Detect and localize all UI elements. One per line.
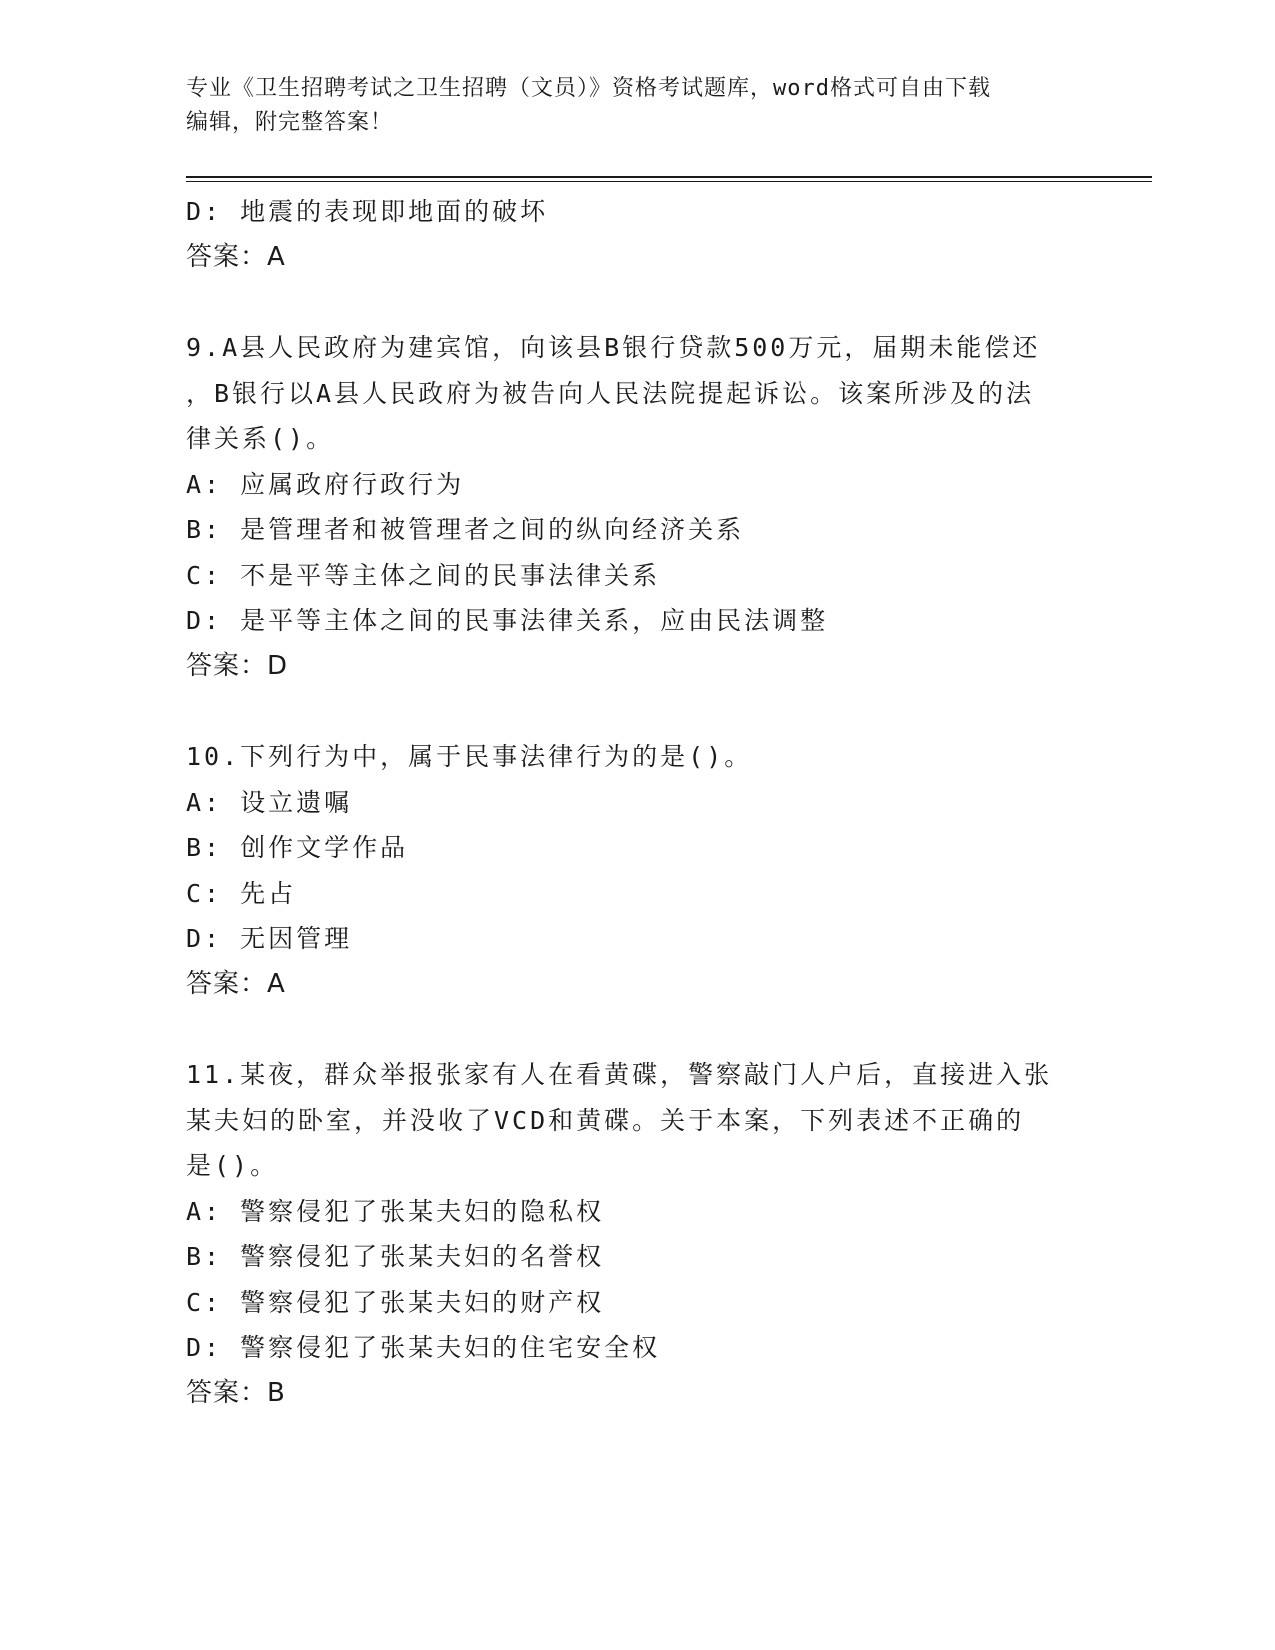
- option-a: A: 设立遗嘱: [186, 787, 353, 817]
- spacer: [186, 1007, 1086, 1052]
- document-body: [186, 189, 1086, 1416]
- option-d: D: 无因管理: [186, 924, 353, 953]
- header-line-1: 专业《卫生招聘考试之卫生招聘（文员）》资格考试题库，word格式可自由下载: [186, 76, 991, 101]
- question-text-line: 某夫妇的卧室，并没收了VCD和黄碟。关于本案，下列表述不正确的: [186, 1105, 1025, 1135]
- question-text-line: 11.某夜，群众举报张家有人在看黄碟，警察敲门人户后，直接进入张: [186, 1060, 1053, 1089]
- option-a: A: 应属政府行政行为: [186, 469, 465, 499]
- question-text-line: ，B银行以A县人民政府为被告向人民法院提起诉讼。该案所涉及的法: [186, 378, 1035, 408]
- option-c: C: 先占: [186, 878, 297, 908]
- spacer: [186, 280, 1086, 325]
- answer: 答案：D: [186, 650, 289, 681]
- question-text-line: 10.下列行为中，属于民事法律行为的是()。: [186, 742, 753, 771]
- question-text-line: 律关系()。: [186, 424, 335, 453]
- header-divider-thin: [186, 181, 1152, 182]
- spacer: [186, 689, 1086, 734]
- question-9: [186, 325, 1086, 689]
- option-a: A: 警察侵犯了张某夫妇的隐私权: [186, 1196, 605, 1226]
- question-text-line: 9.A县人民政府为建宾馆，向该县B银行贷款500万元，届期未能偿还: [186, 333, 1041, 362]
- answer: 答案：A: [186, 968, 286, 999]
- header-divider-thick: [186, 176, 1152, 178]
- option-c: C: 不是平等主体之间的民事法律关系: [186, 560, 661, 590]
- question-11: [186, 1052, 1086, 1416]
- question-8-continuation: [186, 189, 1086, 280]
- option-b: B: 警察侵犯了张某夫妇的名誉权: [186, 1242, 605, 1271]
- option-d: D: 地震的表现即地面的破坏: [186, 197, 549, 226]
- option-b: B: 是管理者和被管理者之间的纵向经济关系: [186, 515, 745, 544]
- option-c: C: 警察侵犯了张某夫妇的财产权: [186, 1287, 605, 1317]
- option-d: D: 是平等主体之间的民事法律关系，应由民法调整: [186, 606, 829, 635]
- answer: 答案：A: [186, 241, 286, 272]
- option-b: B: 创作文学作品: [186, 833, 409, 862]
- header-line-2: 编辑，附完整答案！: [186, 110, 394, 135]
- option-d: D: 警察侵犯了张某夫妇的住宅安全权: [186, 1333, 661, 1362]
- answer: 答案：B: [186, 1377, 286, 1408]
- question-10: [186, 734, 1086, 1007]
- document-header: [186, 72, 1086, 140]
- question-text-line: 是()。: [186, 1151, 279, 1180]
